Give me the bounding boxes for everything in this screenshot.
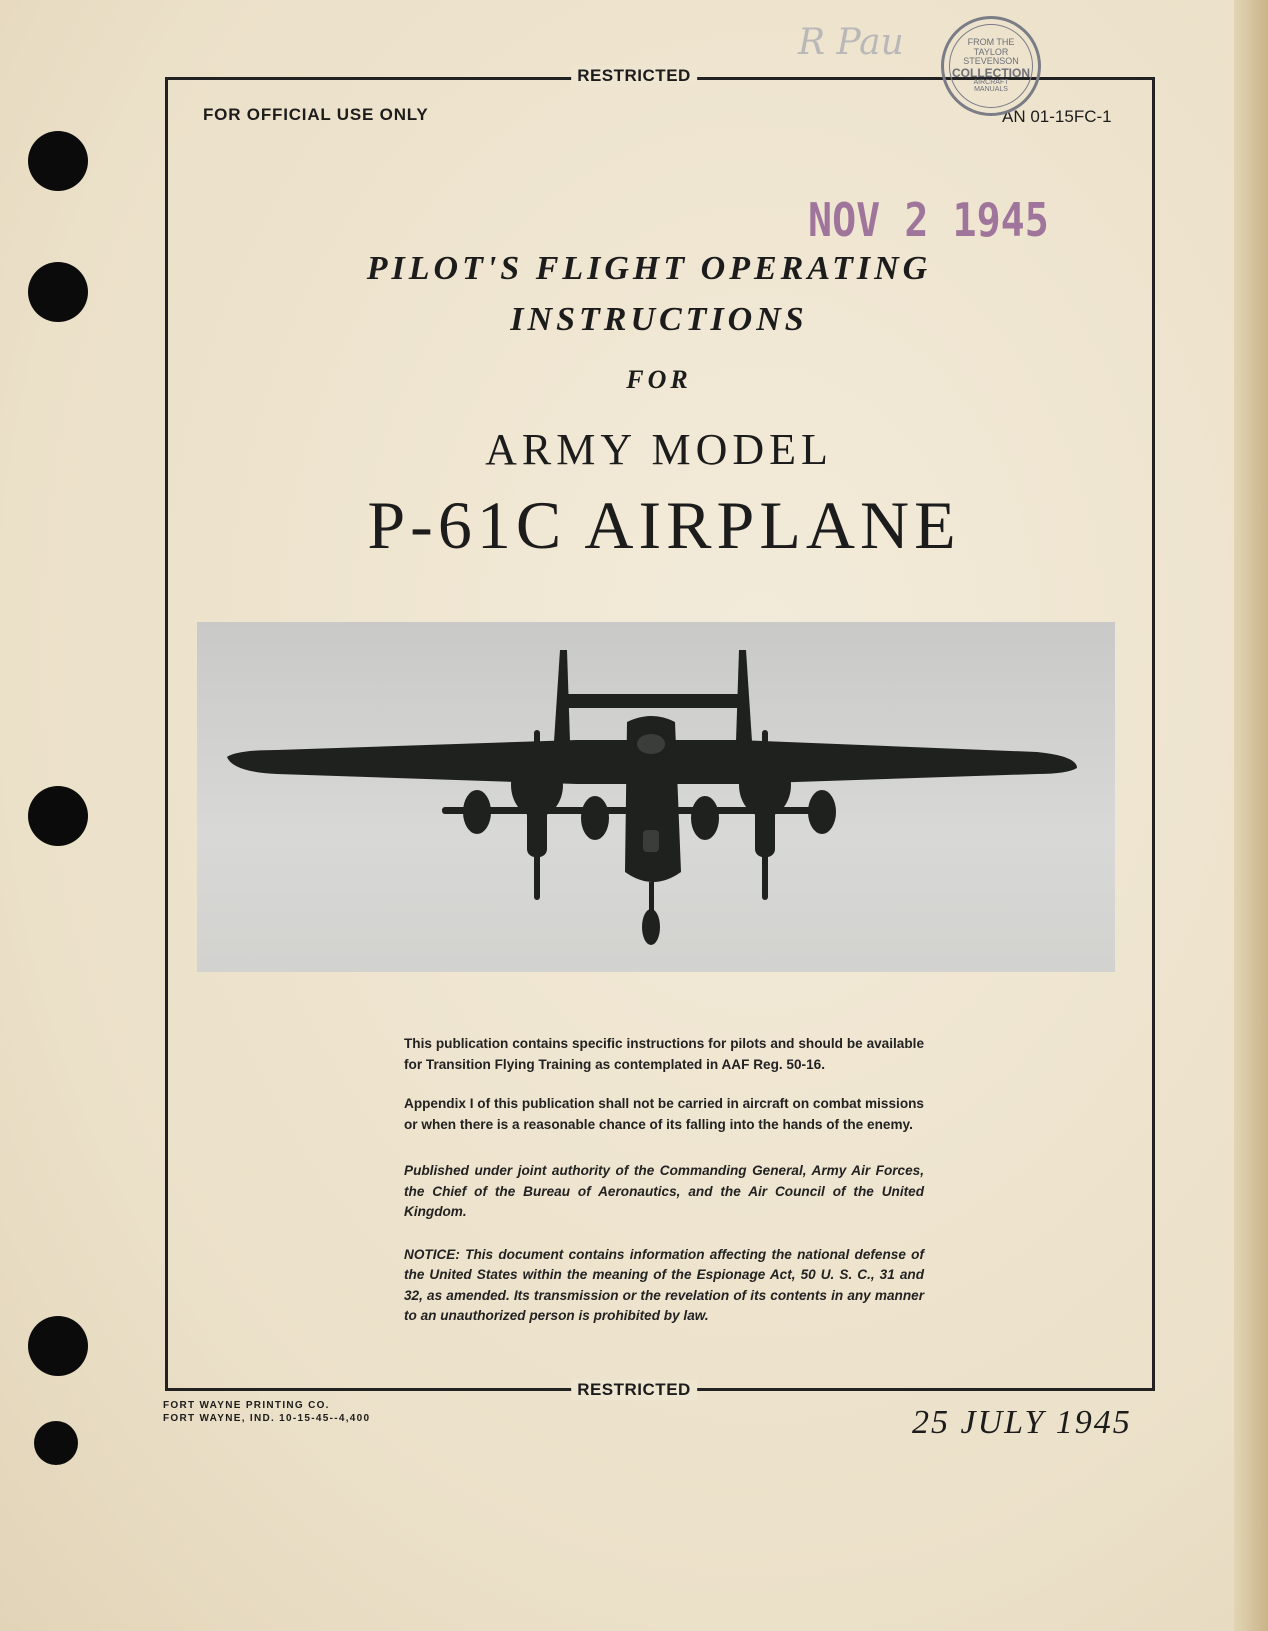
restricted-label-bottom: RESTRICTED bbox=[571, 1380, 697, 1400]
authority-paragraph: Published under joint authority of the Commanding General, Army Air Forces, the Chief of the Bureau of Aeronautics, and the Air Council of the United Kingdom. bbox=[404, 1163, 924, 1219]
publication-date: 25 JULY 1945 bbox=[912, 1404, 1132, 1441]
collection-seal bbox=[941, 16, 1041, 116]
printer-imprint bbox=[163, 1399, 370, 1425]
seal-text: MANUALS bbox=[974, 86, 1008, 94]
p61-aircraft-illustration bbox=[197, 622, 1115, 972]
aircraft-photo bbox=[197, 622, 1115, 972]
title-airplane: P-61C AIRPLANE bbox=[367, 487, 961, 563]
publication-notes bbox=[404, 1034, 924, 1346]
title-army-model: ARMY MODEL bbox=[485, 425, 833, 474]
restricted-label-top: RESTRICTED bbox=[571, 66, 697, 86]
official-use-label: FOR OFFICIAL USE ONLY bbox=[203, 105, 429, 124]
binder-hole bbox=[28, 1316, 88, 1376]
seal-text: FROM THE bbox=[967, 37, 1015, 48]
seal-text: COLLECTION bbox=[952, 65, 1030, 80]
received-date-stamp: NOV 2 1945 bbox=[808, 194, 1049, 248]
binder-hole bbox=[34, 1421, 78, 1465]
page-edge bbox=[1234, 0, 1268, 1631]
notice-paragraph: NOTICE: This document contains information affecting the national defense of the United States within the meaning of the Espionage Act, 50 U. S. C., 31 and 32, as amended. Its transmission or the revelation of its contents in any manner to an unauthorized person is prohibited by law. bbox=[404, 1246, 924, 1323]
title-line-1: PILOT'S FLIGHT OPERATING bbox=[366, 250, 932, 287]
document-number: AN 01-15FC-1 bbox=[1002, 107, 1112, 126]
seal-text: STEVENSON bbox=[963, 56, 1019, 67]
seal-text: AIRCRAFT bbox=[973, 79, 1009, 87]
handwritten-signature: R Pau bbox=[798, 22, 904, 63]
title-line-2: INSTRUCTIONS bbox=[510, 301, 808, 338]
printer-line: FORT WAYNE, IND. 10-15-45--4,400 bbox=[163, 1413, 371, 1424]
note-paragraph: Appendix I of this publication shall not be carried in aircraft on combat missions or when there is a reasonable chance of its falling into the hands of the enemy. bbox=[404, 1096, 924, 1132]
binder-hole bbox=[28, 131, 88, 191]
printer-line: FORT WAYNE PRINTING CO. bbox=[163, 1400, 330, 1411]
title-for: FOR bbox=[626, 365, 692, 394]
seal-text: TAYLOR bbox=[973, 46, 1009, 57]
binder-hole bbox=[28, 786, 88, 846]
note-paragraph: This publication contains specific instructions for pilots and should be available for Transition Flying Training as contemplated in AAF Reg. 50-16. bbox=[404, 1036, 924, 1072]
